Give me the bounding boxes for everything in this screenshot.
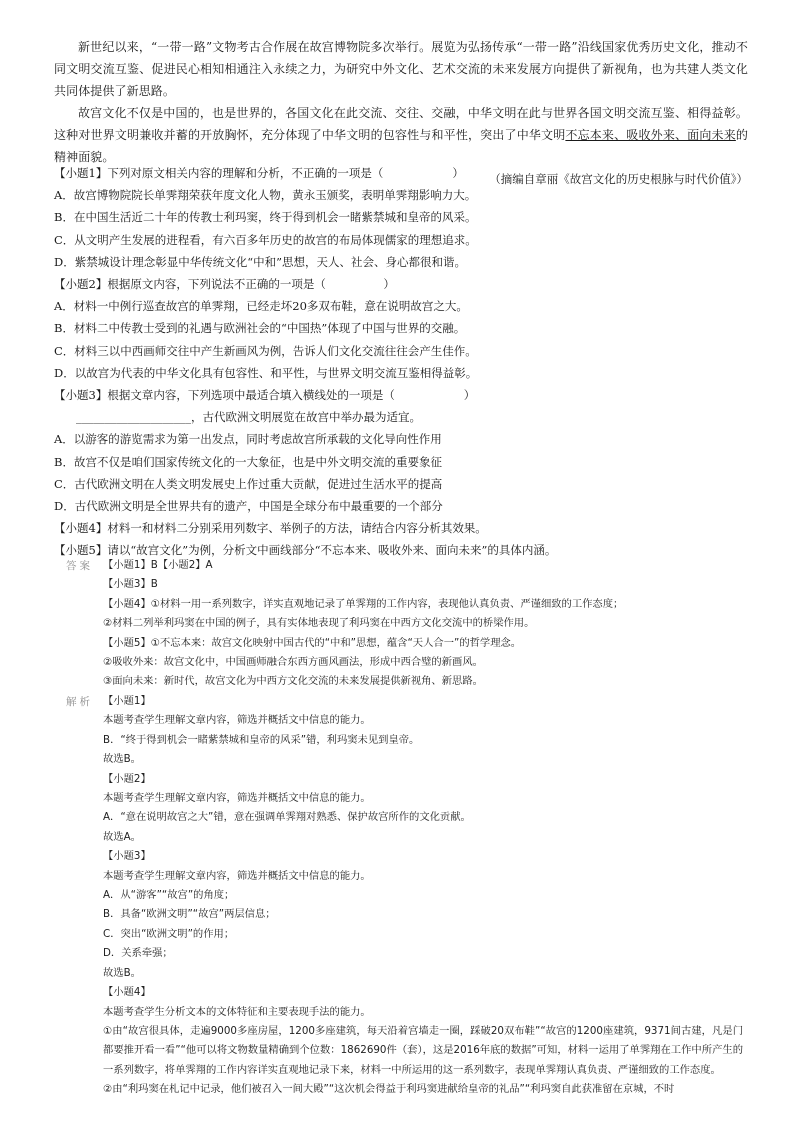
option-d: D．古代欧洲文明是全世界共有的遗产，中国是全球分布中最重要的一个部分 <box>54 499 443 514</box>
analysis-line: 本题考查学生理解文章内容，筛选并概括文中信息的能力。 <box>103 792 371 805</box>
fill-in-blank-sentence: ____________________，古代欧洲文明展览在故宫中举办最为适宜。 <box>76 410 421 425</box>
analysis-line: 故选B。 <box>103 966 141 979</box>
answer-line: 【小题3】B <box>103 578 158 591</box>
analysis-line: 本题考查学生理解文章内容，筛选并概括文中信息的能力。 <box>103 714 371 727</box>
analysis-section <box>103 692 743 1100</box>
analysis-line: 故选A。 <box>103 830 141 843</box>
option-b: B．材料二中传教士受到的礼遇与欧洲社会的“中国热”体现了中国与世界的交融。 <box>54 321 466 336</box>
option-a: A．材料一中例行巡查故宫的单霁翔，已经走坏20多双布鞋，意在说明故宫之大。 <box>54 299 468 314</box>
analysis-label: 解析 <box>66 696 93 708</box>
question-4 <box>54 517 748 539</box>
passage-p2-text: 故宫文化不仅是中国的，也是世界的，各国文化在此交流、交往、交融，中华文明在此与世界各国文明交流互鉴、相得益彰。这种对世界文明兼收并蓄的开放胸怀，充分体现了中华文明的包容性与和平性，突出了中华文明 <box>54 106 748 142</box>
question-stem: 【小题3】根据文章内容，下列选项中最适合填入横线处的一项是（ ） <box>54 388 476 403</box>
answer-line: 【小题4】①材料一用一系列数字，详实直观地记录了单霁翔的工作内容，表现他认真负责、严谨细致的工作态度； <box>103 597 624 610</box>
option-c: C．从文明产生发展的进程看，有六百多年历史的故宫的布局体现儒家的理想追求。 <box>54 232 477 247</box>
answer-section <box>103 556 743 692</box>
question-stem: 【小题4】材料一和材料二分别采用列数字、举例子的方法，请结合内容分析其效果。 <box>54 521 487 536</box>
question-stem: 【小题1】下列对原文相关内容的理解和分析，不正确的一项是（ ） <box>54 166 464 180</box>
question-stem: 【小题2】根据原文内容，下列说法不正确的一项是（ ） <box>54 277 395 292</box>
answer-label: 答案 <box>66 560 93 572</box>
analysis-paragraph: ①由“故宫很具体，走遍9000多座房屋，1200多座建筑，每天沿着宫墙走一圈，踩破20双布鞋”“故宫的1200座建筑，9371间古建，凡是门都要推开看一看”“他可以将文物数量精确到个位数：1862690件（套），这是2016年底的数据”可知，材料一运用了单霁翔在工作中所产生的一系列数字，将单霁翔的工作内容详实直观地记录下来，材料一中所运用的这一系列数字，表现单霁翔认真负责、严谨细致的工作态度。 <box>103 1024 743 1076</box>
analysis-line: A．从“游客”“故宫”的角度； <box>103 889 235 902</box>
analysis-line: B．具备“欧洲文明”“故宫”两层信息； <box>103 908 276 921</box>
option-c: C．古代欧洲文明在人类文明发展史上作过重大贡献，促进过生活水平的提高 <box>54 476 443 491</box>
question-3 <box>54 384 748 517</box>
analysis-line: A．“意在说明故宫之大”错，意在强调单霁翔对熟悉、保护故宫所作的文化贡献。 <box>103 811 471 824</box>
answer-line: 【小题1】B【小题2】A <box>103 559 213 571</box>
option-d: D．紫禁城设计理念彰显中华传统文化“中和”思想，天人、社会、身心都很和谐。 <box>54 254 466 269</box>
analysis-line: D．关系牵强； <box>103 947 173 960</box>
analysis-line: 故选B。 <box>103 753 141 766</box>
option-a: A．故宫博物院院长单霁翔荣获年度文化人物，黄永玉颁奖，表明单霁翔影响力大。 <box>54 188 477 203</box>
passage-p2-tail: 的精神面貌。 <box>54 128 748 164</box>
underlined-phrase: 不忘本来、吸收外来、面向未来 <box>565 128 736 142</box>
answer-line: 【小题5】①不忘本来：故宫文化映射中国古代的“中和”思想，蕴含“天人合一”的哲学理念。 <box>103 636 522 649</box>
analysis-line: 【小题1】 <box>103 695 151 707</box>
answer-line: ②吸收外来：故宫文化中，中国画师融合东西方画风画法，形成中西合璧的新画风。 <box>103 656 483 669</box>
passage-paragraph-1: 新世纪以来，“一带一路”文物考古合作展在故宫博物院多次举行。展览为弘扬传承“一带一路”沿线国家优秀历史文化，推动不同文明交流互鉴、促进民心相知相通注入永续之力，为研究中外文化、艺术交流的未来发展方向提供了新视角，也为共建人类文化共同体提供了新思路。 <box>54 40 748 98</box>
analysis-line: 【小题3】 <box>103 850 151 863</box>
question-stem: 【小题5】请以“故宫文化”为例，分析文中画线部分“不忘本来、吸收外来、面向未来”的具体内涵。 <box>54 543 557 558</box>
passage-source: （摘编自章丽《故宫文化的历史根脉与时代价值》） <box>489 172 748 186</box>
answer-line: ②材料二列举利玛窦在中国的例子，具有实体地表现了利玛窦在中西方文化交流中的桥梁作用。 <box>103 617 535 630</box>
question-1 <box>54 162 748 273</box>
option-b: B．在中国生活近二十年的传教士利玛窦，终于得到机会一睹紫禁城和皇帝的风采。 <box>54 210 477 225</box>
answer-line: ③面向未来：新时代，故宫文化为中西方文化交流的未来发展提供新视角、新思路。 <box>103 675 483 688</box>
analysis-line: 【小题4】 <box>103 986 151 999</box>
option-d: D．以故宫为代表的中华文化具有包容性、和平性，与世界文明交流互鉴相得益彰。 <box>54 365 478 380</box>
option-b: B．故宫不仅是咱们国家传统文化的一大象征，也是中外文明交流的重要象征 <box>54 454 442 469</box>
analysis-line: B．“终于得到机会一睹紫禁城和皇帝的风采”错，利玛窦未见到皇帝。 <box>103 733 420 746</box>
passage-paragraph-2 <box>54 102 748 168</box>
option-c: C．材料三以中西画师交往中产生新画风为例，告诉人们文化交流往往会产生佳作。 <box>54 343 477 358</box>
analysis-line: 本题考查学生分析文本的文体特征和主要表现手法的能力。 <box>103 1005 371 1018</box>
option-a: A．以游客的游览需求为第一出发点，同时考虑故宫所承载的文化导向性作用 <box>54 432 442 447</box>
question-list <box>54 162 748 562</box>
analysis-line: 本题考查学生理解文章内容，筛选并概括文中信息的能力。 <box>103 869 371 882</box>
analysis-paragraph: ②由“利玛窦在札记中记录，他们被召入一间大殿”“这次机会得益于利玛窦进献给皇帝的礼品”“利玛窦自此获准留在京城，不时 <box>103 1083 675 1096</box>
analysis-line: C．突出“欧洲文明”的作用； <box>103 927 235 940</box>
analysis-line: 【小题2】 <box>103 772 151 785</box>
question-2 <box>54 273 748 384</box>
